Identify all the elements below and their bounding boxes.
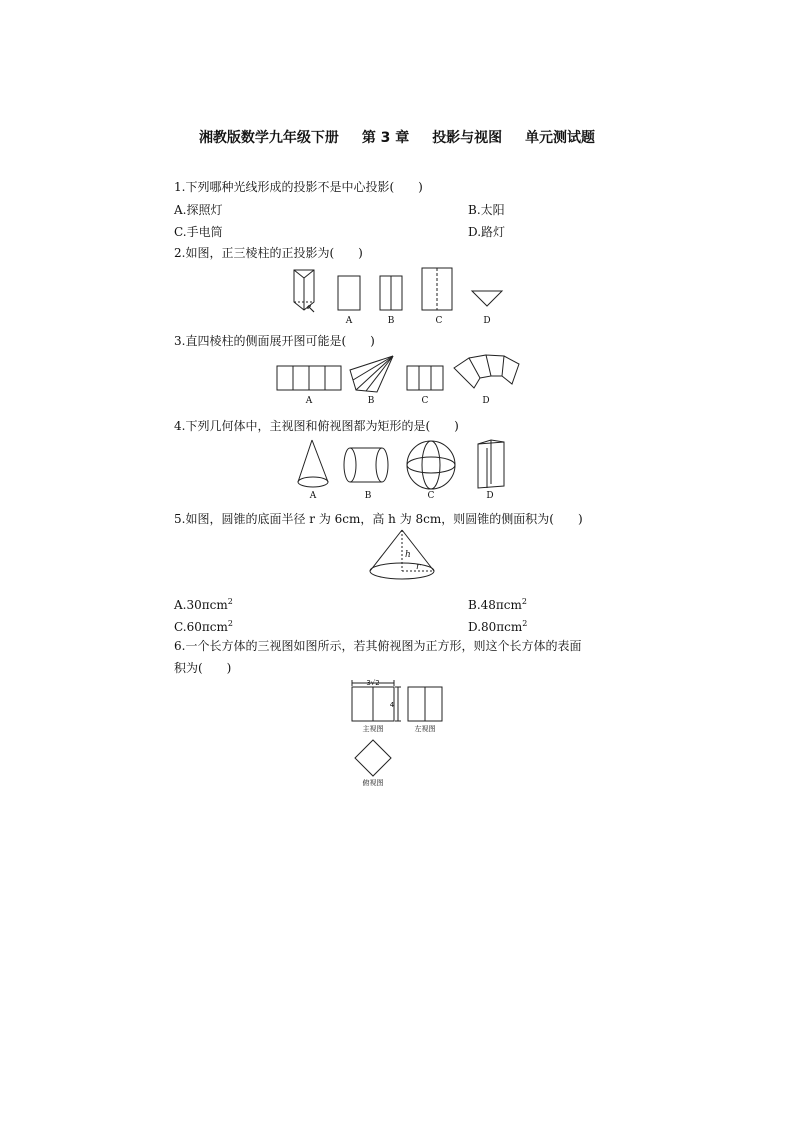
q6-stem-line2: 积为( ) (174, 661, 232, 675)
q5-stem: 5.如图，圆锥的底面半径 r 为 6cm，高 h 为 8cm，则圆锥的侧面积为( ) (174, 512, 583, 526)
q6-stem-line1: 6.一个长方体的三视图如图所示，若其俯视图为正方形，则这个长方体的表面 (174, 639, 582, 653)
q3-figure (274, 354, 524, 406)
q4-label-b: B (364, 491, 372, 501)
q6-figure (344, 678, 454, 788)
q2-option-a-shape (338, 276, 360, 310)
top-view-shape (355, 740, 391, 776)
q2-label-c: C (435, 316, 443, 326)
dim-width-label: 3√2 (366, 679, 380, 687)
q4-figure (290, 438, 510, 504)
q2-stem: 2.如图，正三棱柱的正投影为( ) (174, 246, 363, 260)
front-view-label: 主视图 (362, 725, 384, 733)
q4-option-a-shape (298, 440, 328, 482)
q5-figure (364, 527, 440, 585)
q1-option-b: B.太阳 (468, 203, 505, 217)
q4-label-a: A (309, 491, 317, 501)
q3-stem: 3.直四棱柱的侧面展开图可能是( ) (174, 334, 375, 348)
q4-stem: 4.下列几何体中，主视图和俯视图都为矩形的是( ) (174, 419, 459, 433)
q3-label-a: A (305, 396, 313, 406)
dim-height-label: 4 (389, 701, 395, 709)
cone-r-label: r (416, 562, 421, 572)
q2-figure (288, 266, 508, 328)
q3-label-d: D (482, 396, 490, 406)
q2-label-d: D (483, 316, 491, 326)
q3-label-b: B (367, 396, 375, 406)
q2-label-b: B (387, 316, 395, 326)
q4-label-d: D (486, 491, 494, 501)
pointer-icon (308, 306, 314, 312)
q1-stem: 1.下列哪种光线形成的投影不是中心投影( ) (174, 180, 423, 194)
q1-option-c: C.手电筒 (174, 225, 223, 239)
q3-option-d-shape (454, 355, 519, 388)
q4-label-c: C (427, 491, 435, 501)
cone-h-label: h (405, 550, 411, 560)
page-title: 湘教版数学九年级下册 第 3 章 投影与视图 单元测试题 (198, 130, 596, 146)
q3-option-c-shape (407, 366, 443, 390)
q4-option-c-shape (407, 441, 455, 489)
q5-option-a: A.30πcm$^2$ (174, 597, 233, 612)
q3-label-c: C (421, 396, 429, 406)
top-view-label: 俯视图 (362, 779, 384, 787)
q1-option-d: D.路灯 (468, 225, 506, 239)
q5-option-b: B.48πcm$^2$ (468, 597, 527, 612)
q5-option-c: C.60πcm$^2$ (174, 619, 233, 634)
left-view-label: 左视图 (414, 725, 436, 733)
q2-label-a: A (345, 316, 353, 326)
q5-option-d: D.80πcm$^2$ (468, 619, 528, 634)
q1-option-a: A.探照灯 (174, 203, 223, 217)
q2-option-d-shape (472, 291, 502, 306)
